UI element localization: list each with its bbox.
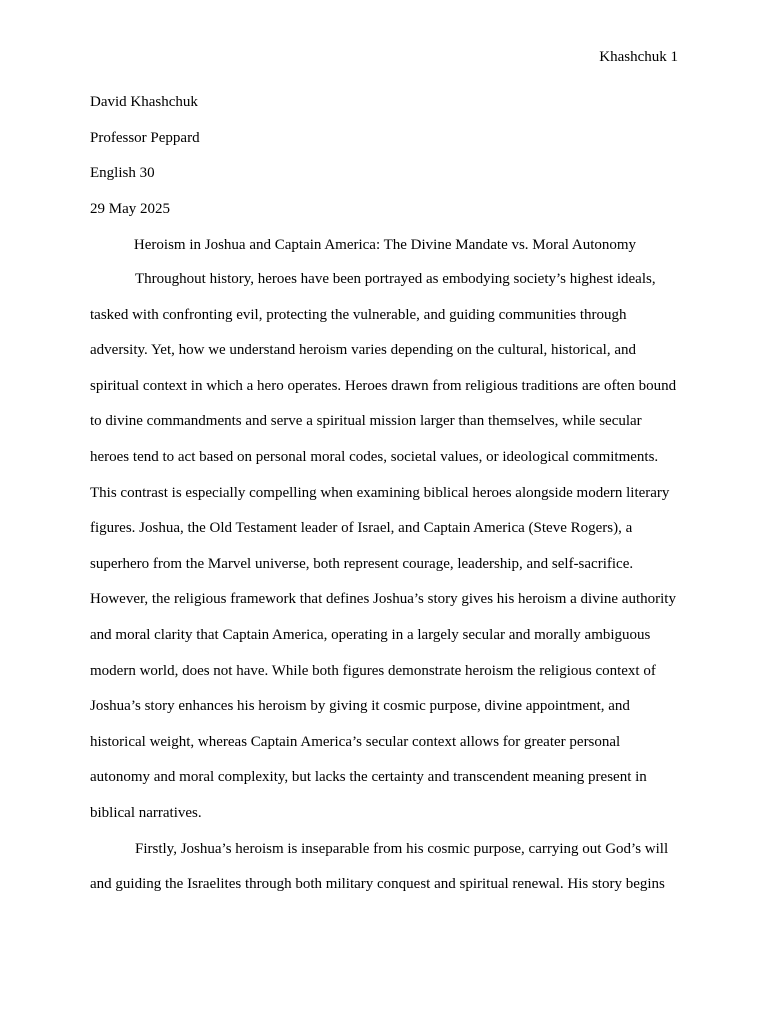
essay-body <box>90 262 680 903</box>
paper-title: Heroism in Joshua and Captain America: The Divine Mandate vs. Moral Autonomy <box>133 237 637 253</box>
paragraph-body-1: Firstly, Joshua’s heroism is inseparable from his cosmic purpose, carrying out God’s will and guiding the Israelites through both military conquest and spiritual renewal. His story begins <box>90 840 669 893</box>
paper-date: 29 May 2025 <box>90 200 170 217</box>
running-head: Khashchuk 1 <box>599 49 678 65</box>
paragraph-introduction: Throughout history, heroes have been portrayed as embodying society’s highest ideals, tasked with confronting evil, protecting the vulnerable, and guiding communities through adversity. Yet, how we understand heroism varies depending on the cultural, historical, and spiritual context in which a hero operates. Heroes drawn from religious traditions are often bound to divine commandments and serve a spiritual mission larger than themselves, while secular heroes tend to act based on personal moral codes, societal values, or ideological commitments. This contrast is especially compelling when examining biblical heroes alongside modern literary figures. Joshua, the Old Testament leader of Israel, and Captain America (Steve Rogers), a superhero from the Marvel universe, both represent courage, leadership, and self-sacrifice. However, the religious framework that defines Joshua’s story gives his heroism a divine authority and moral clarity that Captain America, operating in a largely secular and morally ambiguous modern world, does not have. While both figures demonstrate heroism the religious context of Joshua’s story enhances his heroism by giving it cosmic purpose, divine appointment, and historical weight, whereas Captain America’s secular context allows for greater personal autonomy and moral complexity, but lacks the certainty and transcendent meaning present in biblical narratives. <box>90 271 677 821</box>
mla-heading <box>90 92 680 234</box>
professor-name: Professor Peppard <box>90 129 200 146</box>
student-name: David Khashchuk <box>90 94 198 110</box>
course-name: English 30 <box>90 165 155 182</box>
